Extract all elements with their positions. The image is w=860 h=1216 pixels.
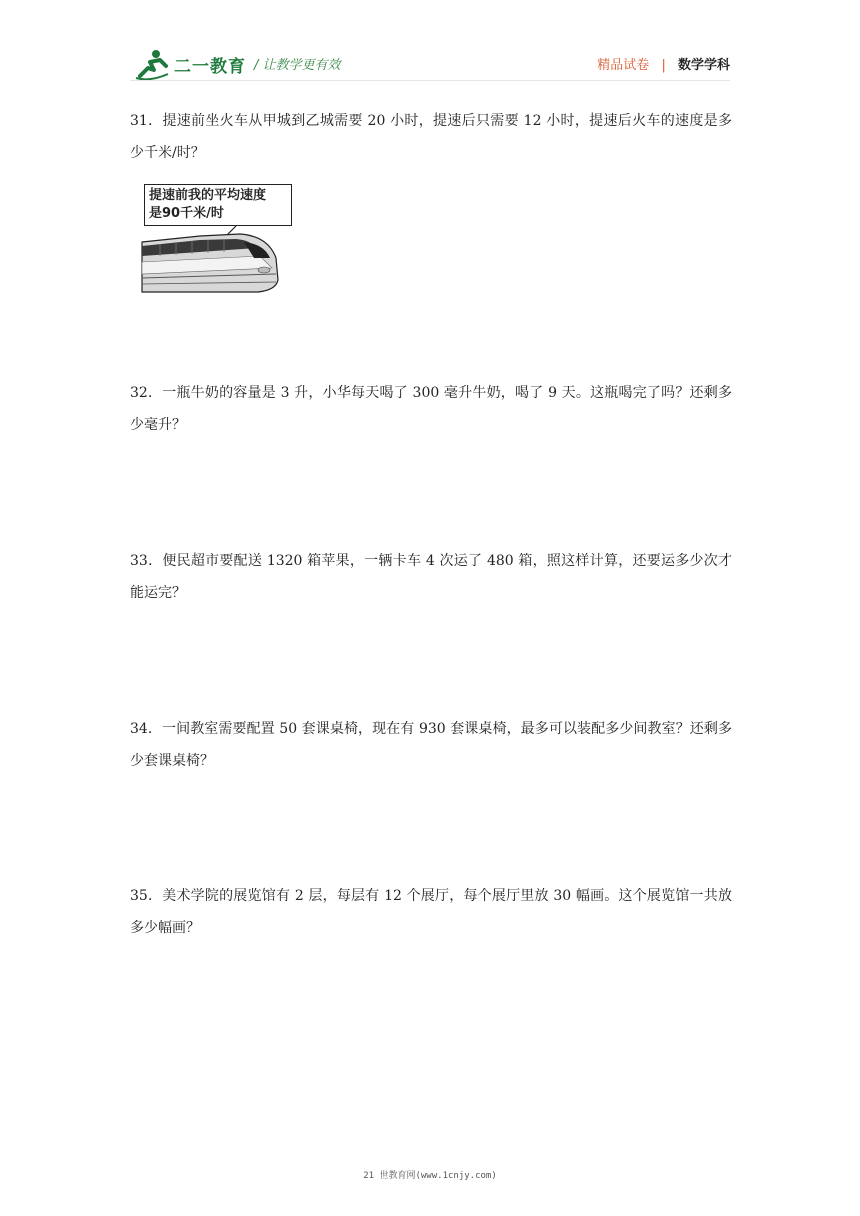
train-figure bbox=[140, 184, 282, 294]
page-footer: 21 世教育网(www.1cnjy.com) bbox=[363, 1171, 497, 1181]
question-35 bbox=[130, 880, 732, 944]
question-33 bbox=[130, 545, 732, 609]
question-text: 提速前坐火车从甲城到乙城需要 20 小时，提速后只需要 12 小时，提速后火车的速度是多少千米/时？ bbox=[130, 113, 732, 161]
bubble-line-1: 提速前我的平均速度 bbox=[149, 188, 267, 203]
question-34 bbox=[130, 713, 732, 777]
bullet-train-icon bbox=[140, 184, 282, 294]
question-number: 31． bbox=[130, 113, 163, 129]
question-number: 35． bbox=[130, 888, 163, 904]
logo-text: 二一教育 bbox=[174, 57, 246, 77]
question-text: 便民超市要配送 1320 箱苹果，一辆卡车 4 次运了 480 箱，照这样计算，还要运多少次才能运完？ bbox=[130, 553, 732, 601]
page-header bbox=[130, 48, 730, 82]
bubble-line-2: 是90千米/时 bbox=[149, 206, 224, 221]
question-number: 32． bbox=[130, 385, 163, 401]
premium-tag: 精品试卷 bbox=[597, 58, 650, 73]
runner-logo-icon bbox=[134, 48, 174, 82]
slogan: / 让教学更有效 bbox=[254, 58, 341, 73]
logo bbox=[134, 48, 274, 82]
question-text: 一间教室需要配置 50 套课桌椅，现在有 930 套课桌椅，最多可以装配多少间教室？还剩多少套课桌椅？ bbox=[130, 721, 732, 769]
subject-tag: 数学学科 bbox=[677, 58, 730, 73]
question-number: 34． bbox=[130, 721, 163, 737]
question-number: 33． bbox=[130, 553, 163, 569]
question-text: 美术学院的展览馆有 2 层，每层有 12 个展厅，每个展厅里放 30 幅画。这个展览馆一共放多少幅画？ bbox=[130, 888, 732, 936]
question-32 bbox=[130, 377, 732, 441]
question-text: 一瓶牛奶的容量是 3 升，小华每天喝了 300 毫升牛奶，喝了 9 天。这瓶喝完了吗？还剩多少毫升？ bbox=[130, 385, 732, 433]
header-tags bbox=[597, 54, 730, 73]
question-31 bbox=[130, 105, 732, 169]
header-separator: | bbox=[661, 58, 666, 73]
header-divider bbox=[130, 80, 730, 81]
